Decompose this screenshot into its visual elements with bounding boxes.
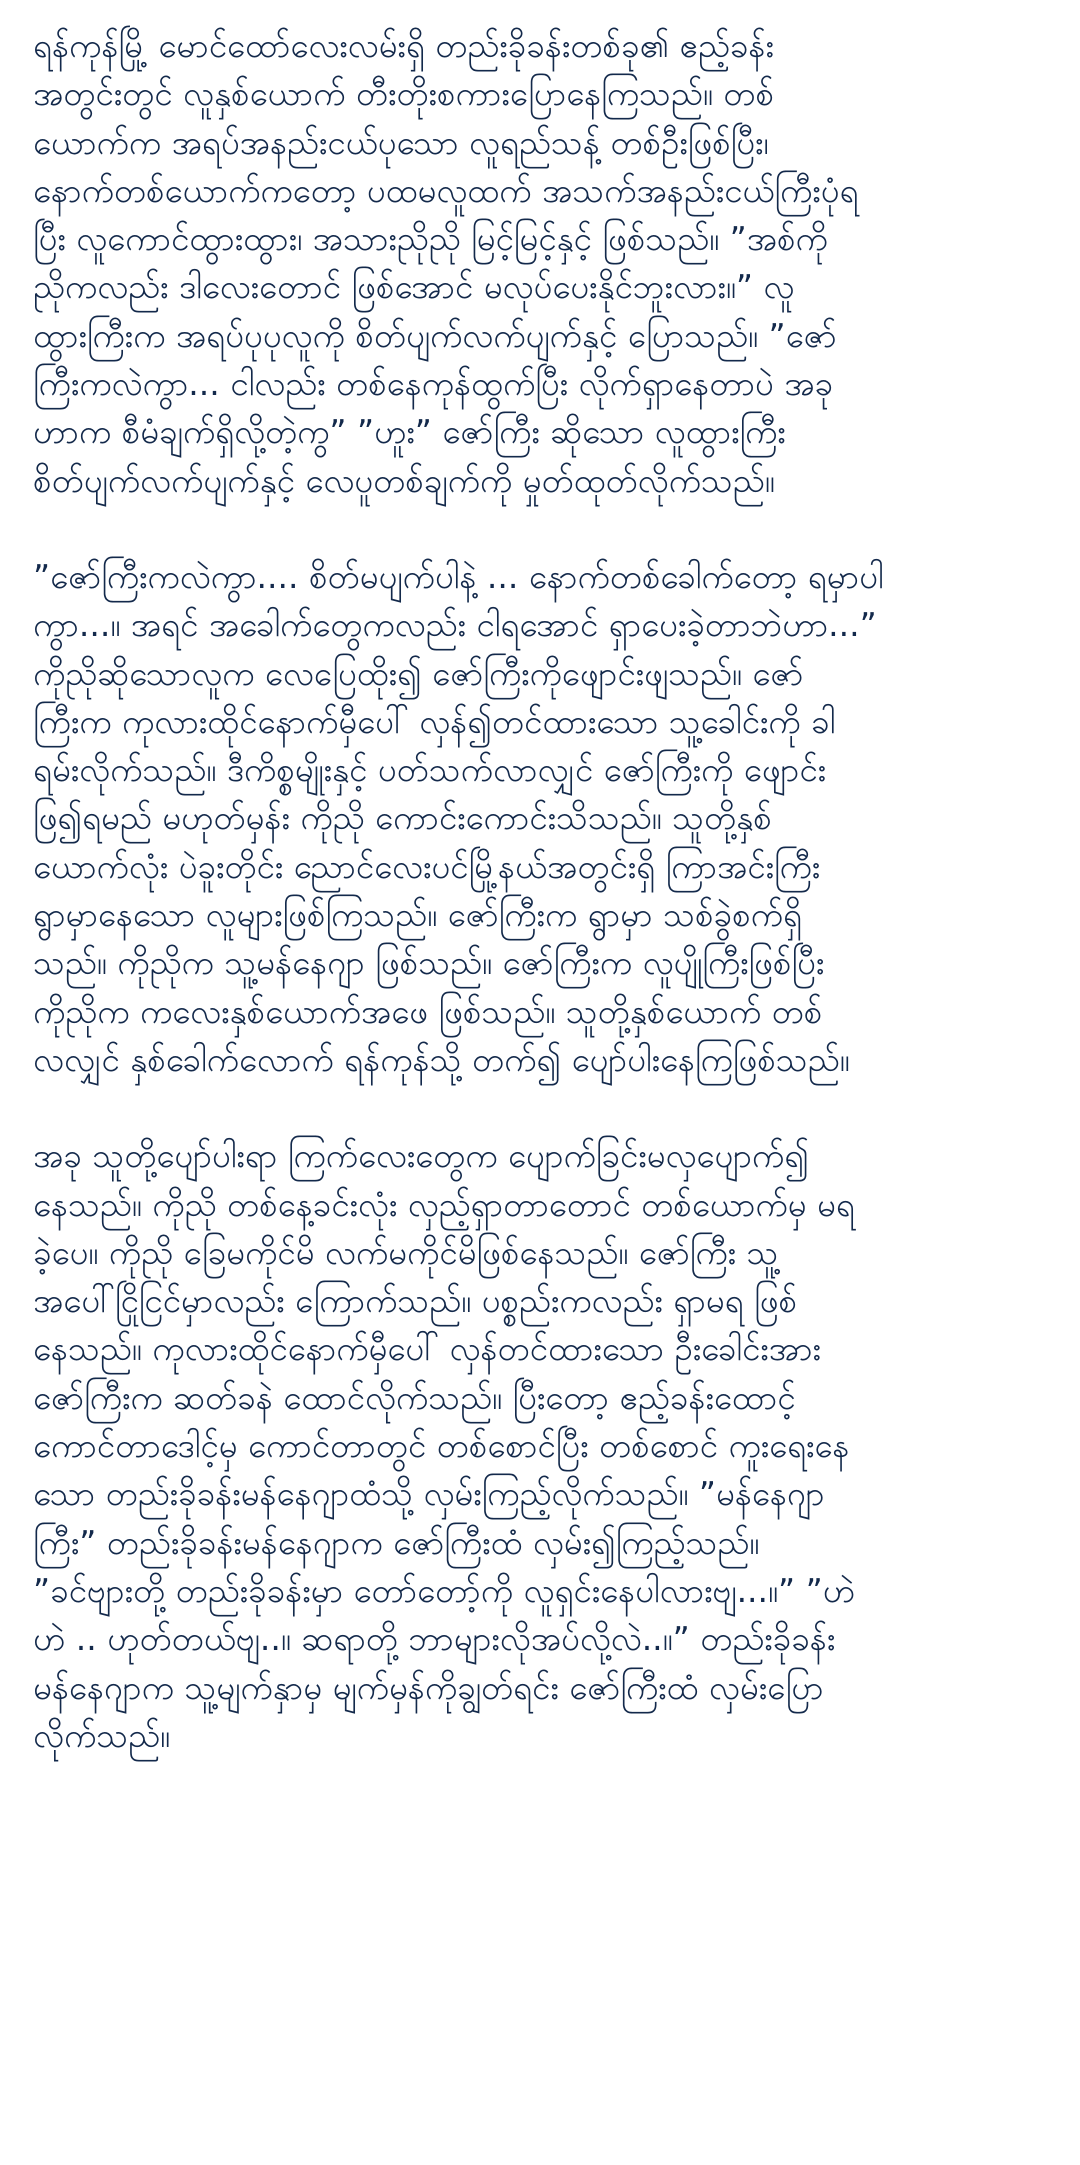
text-line: ကောင်တာဒေါင့်မှ ကောင်တာတွင် တစ်စောင်ပြီး တစ်စောင် ကူးရေးနေ (33, 1426, 850, 1466)
text-line: ဇော်ကြီးက ဆတ်ခနဲ ထောင်လိုက်သည်။ ပြီးတော့ ဧည့်ခန်းထောင့် (33, 1377, 796, 1417)
text-line: အခု သူတို့ပျော်ပါးရာ ကြက်လေးတွေက ပျောက်ခြင်းမလှပျောက်၍ (33, 1136, 809, 1176)
text-line: ရွာမှာနေသော လူများဖြစ်ကြသည်။ ဇော်ကြီးက ရွာမှာ သစ်ခွဲစက်ရှိ (33, 895, 802, 935)
text-line: ကြီးက ကုလားထိုင်နောက်မှီပေါ် လှန်၍တင်ထားသော သူ့ခေါင်းကို ခါ (33, 701, 836, 741)
text-line: ဖြ၍ရမည် မဟုတ်မှန်း ကိုညို ကောင်းကောင်းသိသည်။ သူတို့နှစ် (33, 798, 772, 838)
text-line: ကွာ...။ အရင် အခေါက်တွေကလည်း ငါရအောင် ရှာပေးခဲ့တာဘဲဟာ...” (33, 605, 877, 645)
text-line: အပေါ်ငြိုငြင်မှာလည်း ကြောက်သည်။ ပစ္စည်းကလည်း ရှာမရ ဖြစ် (33, 1281, 798, 1321)
text-line: ထွားကြီးက အရပ်ပုပုလူကို စိတ်ပျက်လက်ပျက်နှင့် ပြောသည်။ ”ဇော် (33, 315, 837, 355)
story-text (33, 22, 1053, 1808)
paragraph-3 (33, 1132, 1053, 1760)
text-line: နေသည်။ ကုလားထိုင်နောက်မှီပေါ် လှန်တင်ထားသော ဦးခေါင်းအား (33, 1329, 821, 1369)
text-line: ကြီးကလဲကွာ... ငါလည်း တစ်နေကုန်ထွက်ပြီး လိုက်ရှာနေတာပဲ အခု (33, 364, 834, 404)
text-line: သည်။ ကိုညိုက သူ့မန်နေဂျာ ဖြစ်သည်။ ဇော်ကြီးက လူပျိုကြီးဖြစ်ပြီး (33, 943, 825, 983)
text-line: လလျှင် နှစ်ခေါက်လောက် ရန်ကုန်သို့ တက်၍ ပျော်ပါးနေကြဖြစ်သည်။ (33, 1039, 850, 1079)
text-line: ရန်ကုန်မြို့ မောင်ထော်လေးလမ်းရှိ တည်းခိုခန်းတစ်ခု၏ ဧည့်ခန်း (33, 26, 774, 65)
text-line: ရမ်းလိုက်သည်။ ဒီကိစ္စမျိုးနှင့် ပတ်သက်လာလျှင် ဇော်ကြီးကို ဖျောင်း (33, 750, 827, 790)
text-line: စိတ်ပျက်လက်ပျက်နှင့် လေပူတစ်ချက်ကို မှုတ်ထုတ်လိုက်သည်။ (33, 460, 775, 500)
text-line: နောက်တစ်ယောက်ကတော့ ပထမလူထက် အသက်အနည်းငယ်ကြီးပုံရ (33, 170, 859, 210)
text-line: ယောက်က အရပ်အနည်းငယ်ပုသော လူရည်သန့် တစ်ဦးဖြစ်ပြီး၊ (33, 122, 769, 162)
text-line: ဟဲ .. ဟုတ်တယ်ဗျ..။ ဆရာတို့ ဘာများလိုအပ်လို့လဲ..။” တည်းခိုခန်း (33, 1619, 836, 1659)
text-line: ကိုညိုက ကလေးနှစ်ယောက်အဖေ ဖြစ်သည်။ သူတို့နှစ်ယောက် တစ် (33, 991, 823, 1031)
text-line: ကိုညိုဆိုသောလူက လေပြေထိုး၍ ဇော်ကြီးကိုဖျောင်းဖျသည်။ ဇော် (33, 653, 804, 693)
text-line: ယောက်လုံး ပဲခူးတိုင်း ညောင်လေးပင်မြို့နယ်အတွင်းရှိ ကြာအင်းကြီး (33, 846, 821, 886)
text-line: ”ခင်ဗျားတို့ တည်းခိုခန်းမှာ တော်တော့်ကို လူရှင်းနေပါလားဗျ...။” ”ဟဲ (33, 1570, 856, 1610)
text-line: နေသည်။ ကိုညို တစ်နေ့ခင်းလုံး လှည့်ရှာတာတောင် တစ်ယောက်မှ မရ (33, 1184, 855, 1224)
text-line: ညိုကလည်း ဒါလေးတောင် ဖြစ်အောင် မလုပ်ပေးနိုင်ဘူးလား။” လူ (33, 267, 795, 307)
text-line: ခဲ့ပေ။ ကိုညို ခြေမကိုင်မိ လက်မကိုင်မိဖြစ်နေသည်။ ဇော်ကြီး သူ့ (33, 1232, 779, 1272)
text-line: ”ဇော်ကြီးကလဲကွာ.... စိတ်မပျက်ပါနဲ့ ... နောက်တစ်ခေါက်တော့ ရမှာပါ (33, 556, 884, 596)
text-line: ဟာက စီမံချက်ရှိလို့တဲ့ကွ” ”ဟူး” ဇော်ကြီး ဆိုသော လူထွားကြီး (33, 412, 786, 452)
text-line: မန်နေဂျာက သူ့မျက်နှာမှ မျက်မှန်ကိုချွတ်ရင်း ဇော်ကြီးထံ လှမ်းပြော (33, 1667, 824, 1707)
text-line: ပြီး လူကောင်ထွားထွား၊ အသားညိုညို မြင့်မြင့်နှင့် ဖြစ်သည်။ ”အစ်ကို (33, 219, 828, 259)
text-line: ကြီး” တည်းခိုခန်းမန်နေဂျာက ဇော်ကြီးထံ လှမ်း၍ကြည့်သည်။ (33, 1522, 760, 1562)
text-line: အတွင်းတွင် လူနှစ်ယောက် တီးတိုးစကားပြောနေကြသည်။ တစ် (33, 74, 775, 114)
text-line: သော တည်းခိုခန်းမန်နေဂျာထံသို့ လှမ်းကြည့်လိုက်သည်။ ”မန်နေဂျာ (33, 1474, 825, 1514)
text-line: လိုက်သည်။ (33, 1715, 171, 1755)
paragraph-2 (33, 553, 1053, 1084)
paragraph-1 (33, 22, 1053, 505)
